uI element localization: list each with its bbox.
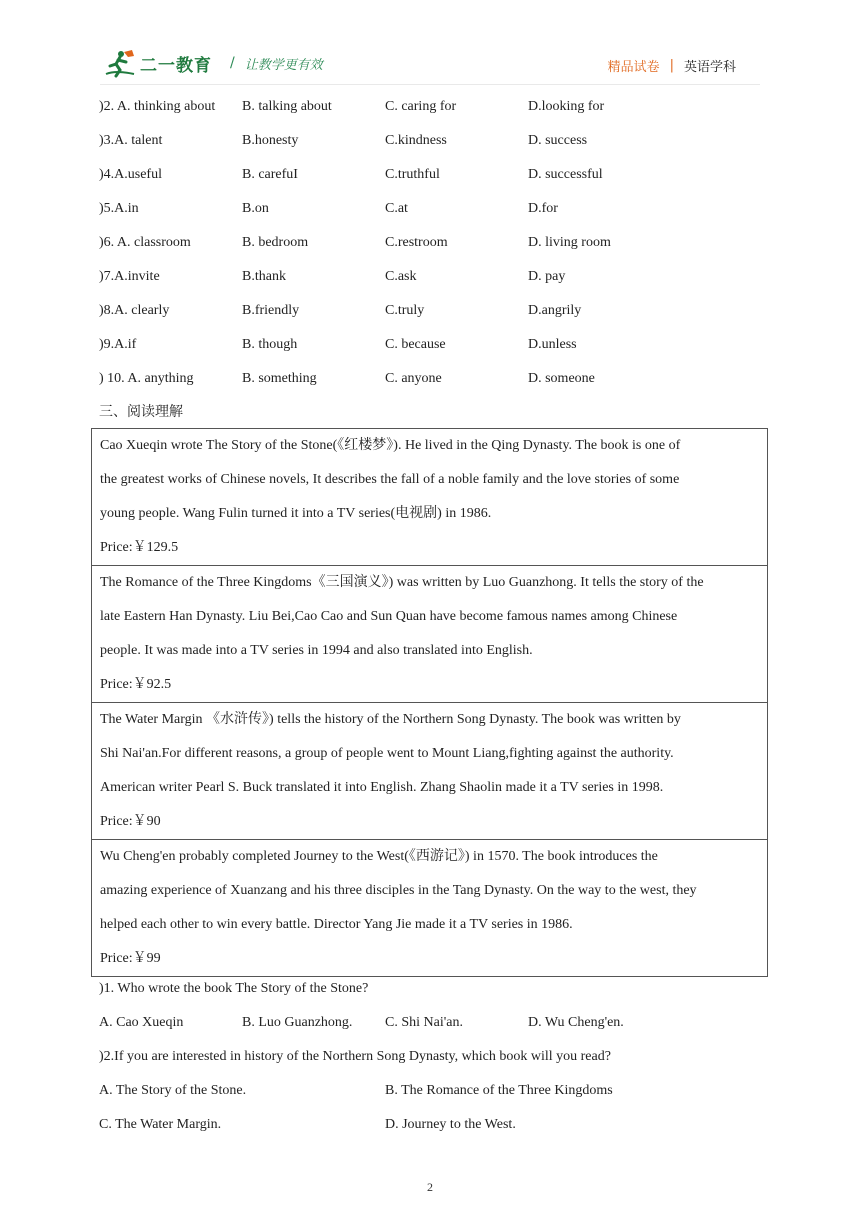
book-cell xyxy=(92,840,767,976)
option-row xyxy=(99,294,769,328)
reading-table xyxy=(91,428,768,977)
header-divider: | xyxy=(669,58,674,73)
option-d: D. someone xyxy=(528,371,595,386)
option-b: B. though xyxy=(242,337,298,352)
header-rule xyxy=(100,84,760,85)
book-text-line: The Romance of the Three Kingdoms《三国演义》) was written by Luo Guanzhong. It tells the story of the xyxy=(100,575,704,590)
answer-option: A. The Story of the Stone. xyxy=(99,1083,247,1098)
book-price: Price:￥99 xyxy=(100,951,161,966)
option-row xyxy=(99,328,769,362)
logo-text: 二一教育 xyxy=(140,55,212,76)
option-d: D. successful xyxy=(528,167,603,182)
option-d: D.looking for xyxy=(528,99,605,114)
answer-option: B. Luo Guanzhong. xyxy=(242,1015,353,1030)
question-options xyxy=(99,1006,769,1040)
option-b: B. carefuI xyxy=(242,167,298,182)
option-d: D. success xyxy=(528,133,588,148)
option-a: )8.A. clearly xyxy=(99,303,170,318)
slogan-separator: / xyxy=(230,55,235,71)
answer-option: B. The Romance of the Three Kingdoms xyxy=(385,1083,613,1098)
option-a: )6. A. classroom xyxy=(99,235,191,250)
answer-option: D. Journey to the West. xyxy=(385,1117,516,1132)
answer-option: D. Wu Cheng'en. xyxy=(528,1015,624,1030)
book-text-line: people. It was made into a TV series in 1994 and also translated into English. xyxy=(100,643,533,658)
book-text-line: helped each other to win every battle. Director Yang Jie made it a TV series in 1986. xyxy=(100,917,573,932)
subject-label: 英语学科 xyxy=(683,60,736,75)
option-d: D.unless xyxy=(528,337,577,352)
option-row xyxy=(99,226,769,260)
question-options xyxy=(99,1108,769,1142)
option-d: D. pay xyxy=(528,269,566,284)
answer-option: C. Shi Nai'an. xyxy=(385,1015,463,1030)
book-text-line: Shi Nai'an.For different reasons, a group of people went to Mount Liang,fighting against the authority. xyxy=(100,746,674,761)
option-c: C.at xyxy=(385,201,408,216)
option-c: C.kindness xyxy=(385,133,447,148)
option-b: B.thank xyxy=(242,269,286,284)
book-price: Price:￥129.5 xyxy=(100,540,179,555)
option-row xyxy=(99,124,769,158)
book-cell xyxy=(92,703,767,840)
book-price: Price:￥92.5 xyxy=(100,677,172,692)
option-c: C.truthful xyxy=(385,167,440,182)
section-title: 三、阅读理解 xyxy=(99,405,183,420)
option-row xyxy=(99,158,769,192)
question-options xyxy=(99,1074,769,1108)
option-c: C.truly xyxy=(385,303,425,318)
book-text-line: Wu Cheng'en probably completed Journey to the West(《西游记》) in 1570. The book introduces the xyxy=(100,849,658,864)
book-cell xyxy=(92,429,767,566)
header-right xyxy=(608,56,736,75)
book-text-line: young people. Wang Fulin turned it into a TV series(电视剧) in 1986. xyxy=(100,506,492,521)
option-b: B. talking about xyxy=(242,99,332,114)
quality-tag: 精品试卷 xyxy=(607,60,660,75)
option-a: )9.A.if xyxy=(99,337,137,352)
answer-option: A. Cao Xueqin xyxy=(99,1015,184,1030)
option-c: C.ask xyxy=(385,269,417,284)
book-text-line: The Water Margin 《水浒传》) tells the history of the Northern Song Dynasty. The book was written by xyxy=(100,712,681,727)
option-b: B. something xyxy=(242,371,317,386)
answer-option: C. The Water Margin. xyxy=(99,1117,222,1132)
option-d: D.for xyxy=(528,201,558,216)
cloze-options xyxy=(99,90,769,430)
option-row xyxy=(99,260,769,294)
question-stem: )2.If you are interested in history of the Northern Song Dynasty, which book will you read? xyxy=(99,1049,611,1064)
option-d: D. living room xyxy=(528,235,611,250)
reading-questions xyxy=(99,972,769,1142)
option-a: )7.A.invite xyxy=(99,269,160,284)
runner-logo-icon xyxy=(104,48,138,78)
question-stem: )1. Who wrote the book The Story of the Stone? xyxy=(99,981,369,996)
option-b: B.honesty xyxy=(242,133,299,148)
option-a: )4.A.useful xyxy=(99,167,162,182)
option-a: )2. A. thinking about xyxy=(99,99,216,114)
option-c: C. anyone xyxy=(385,371,442,386)
book-text-line: American writer Pearl S. Buck translated it into English. Zhang Shaolin made it a TV series in 1998. xyxy=(100,780,664,795)
option-b: B.on xyxy=(242,201,269,216)
option-d: D.angrily xyxy=(528,303,582,318)
option-row xyxy=(99,90,769,124)
option-b: B.friendly xyxy=(242,303,300,318)
brand-logo xyxy=(104,48,323,78)
book-text-line: the greatest works of Chinese novels, It describes the fall of a noble family and the love stories of some xyxy=(100,472,680,487)
option-c: C.restroom xyxy=(385,235,448,250)
option-a: )3.A. talent xyxy=(99,133,163,148)
option-c: C. caring for xyxy=(385,99,457,114)
book-text-line: late Eastern Han Dynasty. Liu Bei,Cao Cao and Sun Quan have become famous names among Chinese xyxy=(100,609,678,624)
page-number: 2 xyxy=(427,1180,433,1194)
option-c: C. because xyxy=(385,337,446,352)
book-cell xyxy=(92,566,767,703)
book-text-line: amazing experience of Xuanzang and his three disciples in the Tang Dynasty. On the way to the west, they xyxy=(100,883,697,898)
option-b: B. bedroom xyxy=(242,235,309,250)
option-row xyxy=(99,192,769,226)
option-a: ) 10. A. anything xyxy=(99,371,194,386)
option-row xyxy=(99,362,769,396)
option-a: )5.A.in xyxy=(99,201,139,216)
book-price: Price:￥90 xyxy=(100,814,161,829)
slogan: 让教学更有效 xyxy=(244,57,323,73)
book-text-line: Cao Xueqin wrote The Story of the Stone(《红楼梦》). He lived in the Qing Dynasty. The book is one of xyxy=(100,438,681,453)
page-header xyxy=(0,0,860,90)
